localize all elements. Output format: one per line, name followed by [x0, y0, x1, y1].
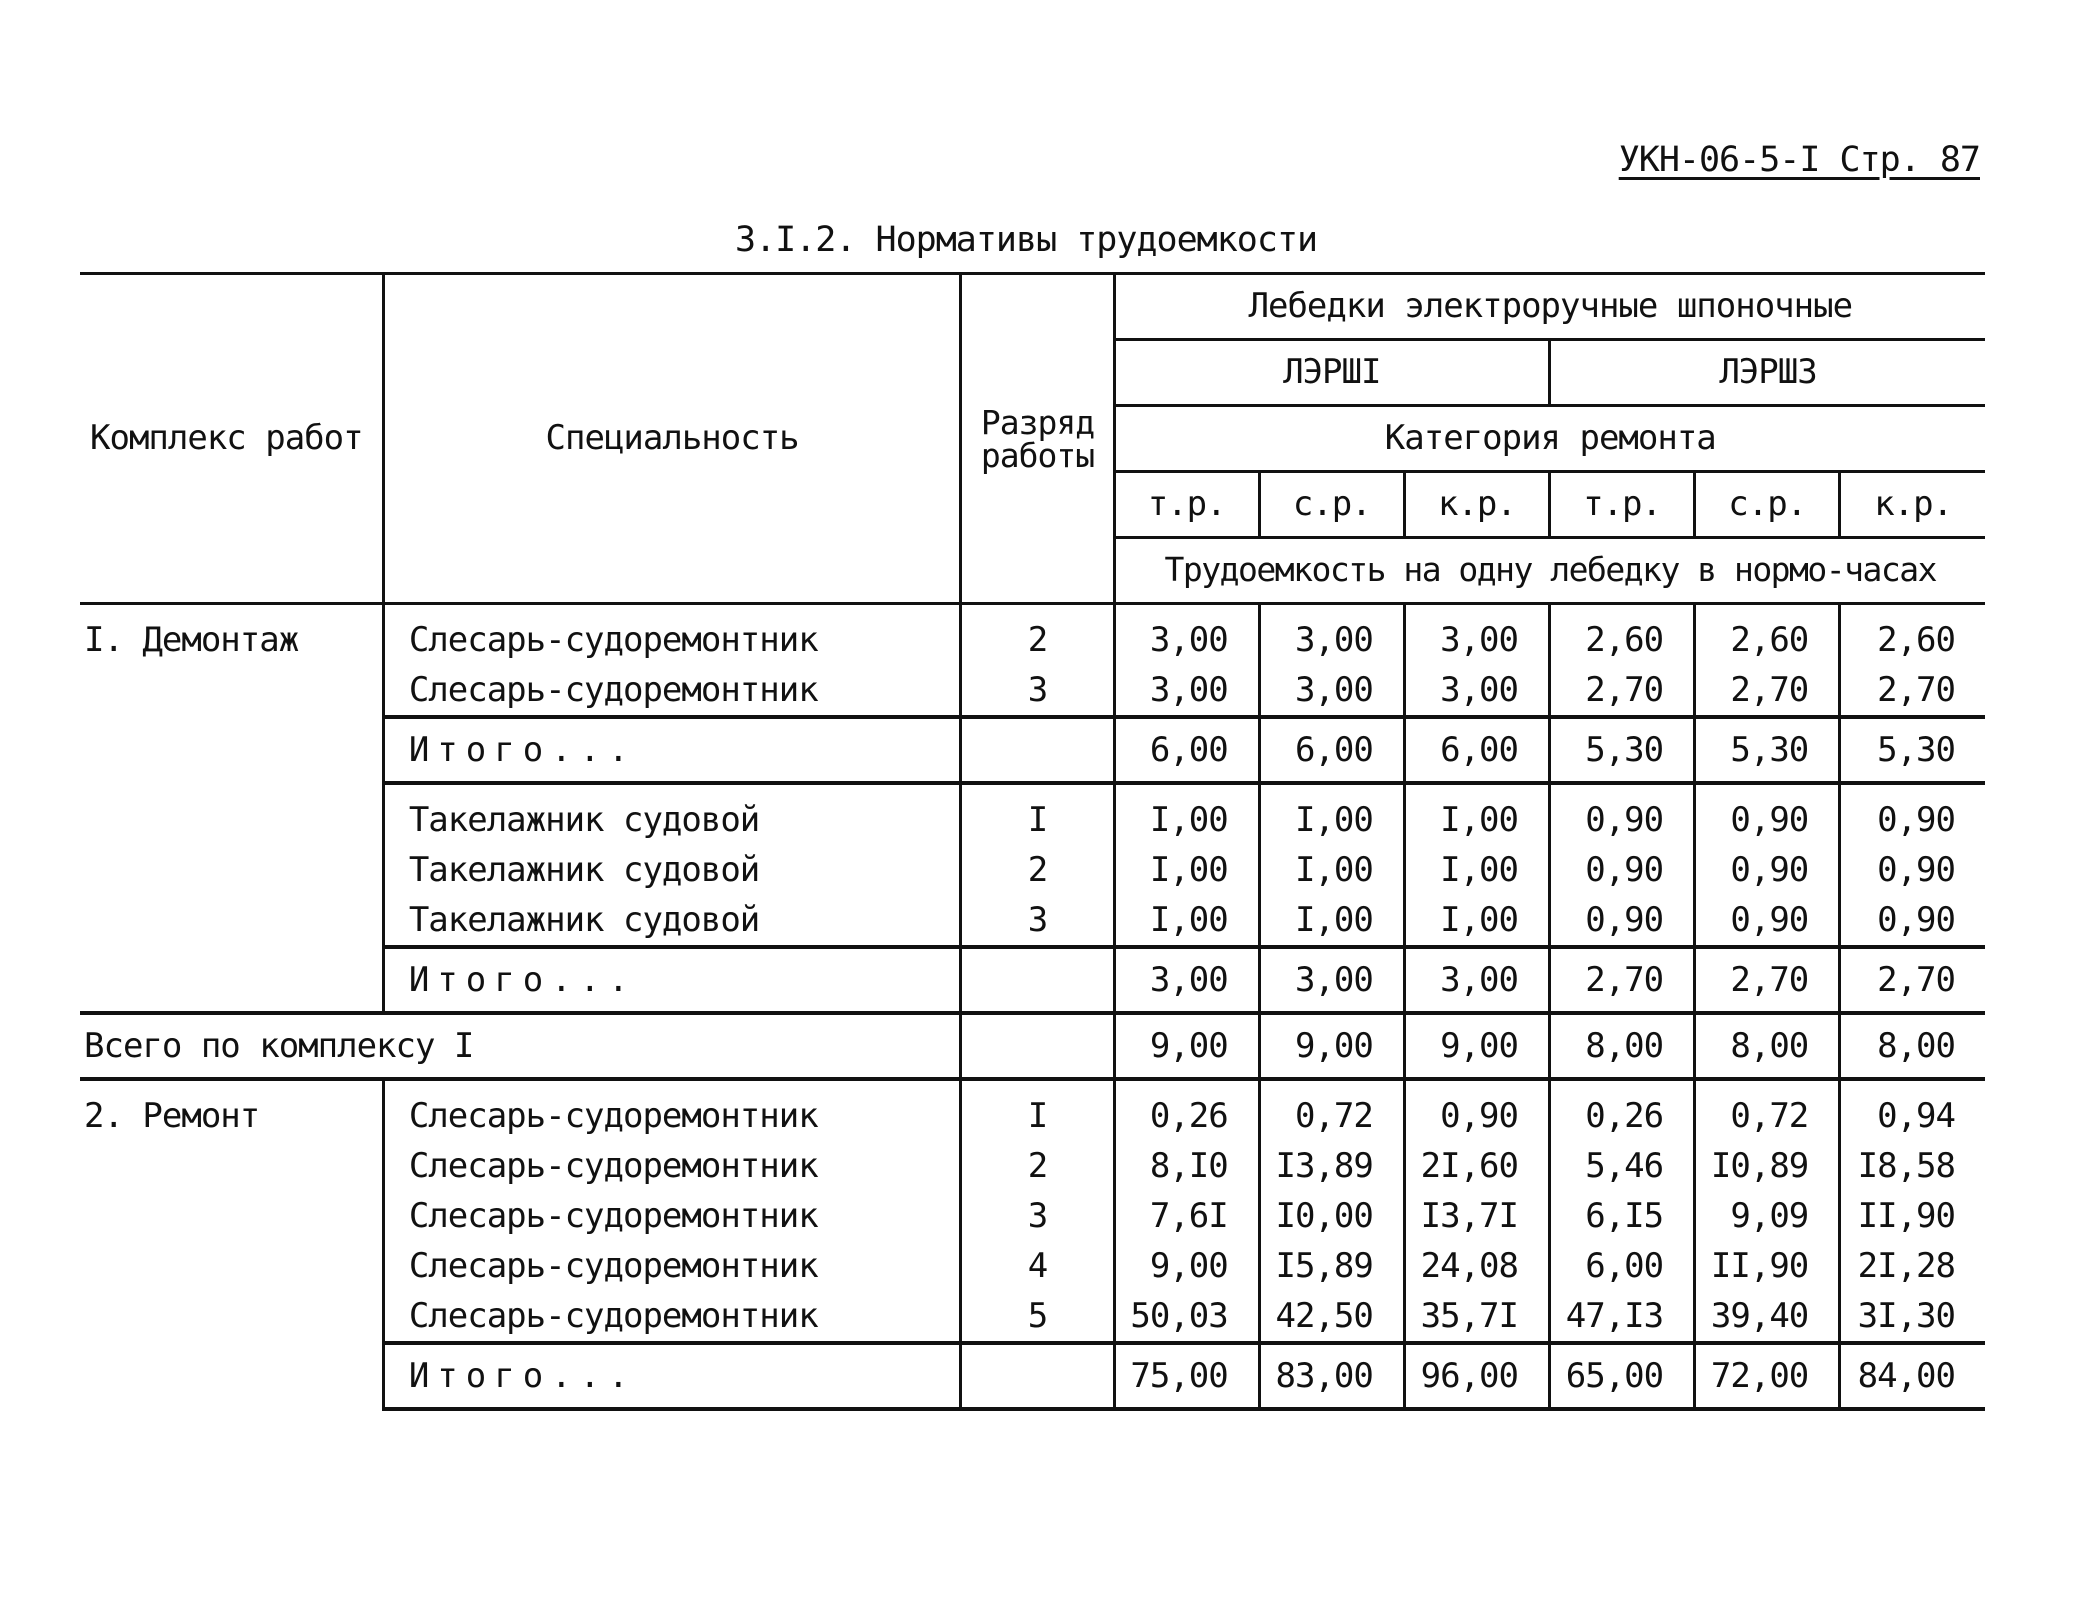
value-cell: І,00	[1114, 895, 1259, 947]
value-cell: 2,70	[1840, 947, 1985, 1013]
value-cell: 72,00	[1695, 1343, 1840, 1409]
subcolumn-header: т.р.	[1114, 472, 1259, 538]
value-cell: І,00	[1114, 783, 1259, 845]
value-cell: І,00	[1259, 783, 1404, 845]
section-total-label: Всего по комплексу І	[80, 1013, 961, 1079]
value-cell: 9,00	[1114, 1013, 1259, 1079]
value-cell: 2,70	[1695, 947, 1840, 1013]
column-header-specialty: Специальность	[383, 274, 961, 604]
value-cell: 9,09	[1695, 1191, 1840, 1241]
subcolumn-header: т.р.	[1549, 472, 1694, 538]
section-total-row	[80, 1013, 1985, 1079]
specialty-cell: Слесарь-судоремонтник	[383, 1079, 961, 1141]
header-row-group	[80, 274, 1985, 340]
value-cell: 3,00	[1404, 665, 1549, 717]
rank-cell	[961, 1013, 1114, 1079]
value-cell: 2,70	[1549, 947, 1694, 1013]
rank-cell: 3	[961, 895, 1114, 947]
value-cell: 65,00	[1549, 1343, 1694, 1409]
value-cell: 6,00	[1114, 717, 1259, 783]
value-cell: 84,00	[1840, 1343, 1985, 1409]
rank-cell: І	[961, 1079, 1114, 1141]
value-cell: 42,50	[1259, 1291, 1404, 1343]
value-cell: 75,00	[1114, 1343, 1259, 1409]
specialty-cell: Слесарь-судоремонтник	[383, 1241, 961, 1291]
value-cell: ІІ,90	[1695, 1241, 1840, 1291]
value-cell: 0,94	[1840, 1079, 1985, 1141]
value-cell: 2,60	[1840, 604, 1985, 666]
value-cell: 9,00	[1259, 1013, 1404, 1079]
specialty-cell: Слесарь-судоремонтник	[383, 1141, 961, 1191]
value-cell: 83,00	[1259, 1343, 1404, 1409]
model-header: ЛЭРШЗ	[1549, 340, 1985, 406]
value-cell: 0,72	[1259, 1079, 1404, 1141]
value-cell: 0,90	[1549, 895, 1694, 947]
value-cell: 2,60	[1695, 604, 1840, 666]
value-cell: І5,89	[1259, 1241, 1404, 1291]
rank-cell: 5	[961, 1291, 1114, 1343]
value-cell: 0,90	[1840, 895, 1985, 947]
table-row	[80, 1079, 1985, 1141]
specialty-cell: Итого...	[383, 947, 961, 1013]
value-cell: 2,70	[1549, 665, 1694, 717]
value-cell: 0,90	[1549, 783, 1694, 845]
value-cell: 0,90	[1840, 845, 1985, 895]
value-cell: 9,00	[1404, 1013, 1549, 1079]
specialty-cell: Итого...	[383, 1343, 961, 1409]
value-cell: І,00	[1114, 845, 1259, 895]
value-cell: 3,00	[1114, 947, 1259, 1013]
value-cell: 5,30	[1549, 717, 1694, 783]
rank-cell	[961, 947, 1114, 1013]
value-cell: 7,6І	[1114, 1191, 1259, 1241]
rank-cell: 2	[961, 1141, 1114, 1191]
model-header: ЛЭРШІ	[1114, 340, 1549, 406]
value-cell: 3,00	[1259, 665, 1404, 717]
specialty-cell: Слесарь-судоремонтник	[383, 1191, 961, 1241]
complex-cell: 2. Ремонт	[80, 1079, 383, 1409]
value-cell: 47,І3	[1549, 1291, 1694, 1343]
document-title: 3.І.2. Нормативы трудоемкости	[735, 220, 1318, 260]
value-cell: 2,60	[1549, 604, 1694, 666]
specialty-cell: Слесарь-судоремонтник	[383, 665, 961, 717]
rank-cell: 3	[961, 665, 1114, 717]
value-cell: 3,00	[1114, 604, 1259, 666]
value-cell: 0,26	[1549, 1079, 1694, 1141]
value-cell: 3,00	[1404, 604, 1549, 666]
specialty-cell: Такелажник судовой	[383, 895, 961, 947]
value-cell: 39,40	[1695, 1291, 1840, 1343]
value-cell: 24,08	[1404, 1241, 1549, 1291]
value-cell: І,00	[1259, 845, 1404, 895]
column-header-complex: Комплекс работ	[80, 274, 383, 604]
value-cell: І,00	[1259, 895, 1404, 947]
value-cell: 96,00	[1404, 1343, 1549, 1409]
value-cell: ІІ,90	[1840, 1191, 1985, 1241]
specialty-cell: Итого...	[383, 717, 961, 783]
value-cell: 0,90	[1695, 895, 1840, 947]
rank-cell: 4	[961, 1241, 1114, 1291]
value-cell: 0,90	[1695, 783, 1840, 845]
value-cell: 50,03	[1114, 1291, 1259, 1343]
value-cell: 5,30	[1840, 717, 1985, 783]
specialty-cell: Слесарь-судоремонтник	[383, 1291, 961, 1343]
value-cell: І8,58	[1840, 1141, 1985, 1191]
page-reference: УКН-06-5-І Стр. 87	[1618, 140, 1980, 180]
value-cell: І,00	[1404, 895, 1549, 947]
value-cell: 3,00	[1114, 665, 1259, 717]
unit-caption: Трудоемкость на одну лебедку в нормо-часах	[1114, 538, 1985, 604]
value-cell: 35,7І	[1404, 1291, 1549, 1343]
value-cell: 0,90	[1695, 845, 1840, 895]
value-cell: 0,26	[1114, 1079, 1259, 1141]
rank-cell: 2	[961, 845, 1114, 895]
value-cell: 3,00	[1259, 604, 1404, 666]
value-cell: 0,72	[1695, 1079, 1840, 1141]
column-group-header: Лебедки электроручные шпоночные	[1114, 274, 1985, 340]
complex-cell: І. Демонтаж	[80, 604, 383, 1014]
value-cell: 2І,60	[1404, 1141, 1549, 1191]
category-header: Категория ремонта	[1114, 406, 1985, 472]
value-cell: І,00	[1404, 783, 1549, 845]
rank-cell	[961, 717, 1114, 783]
value-cell: І0,00	[1259, 1191, 1404, 1241]
specialty-cell: Такелажник судовой	[383, 783, 961, 845]
value-cell: І3,89	[1259, 1141, 1404, 1191]
value-cell: 2,70	[1695, 665, 1840, 717]
value-cell: І0,89	[1695, 1141, 1840, 1191]
value-cell: 2І,28	[1840, 1241, 1985, 1291]
value-cell: 5,46	[1549, 1141, 1694, 1191]
value-cell: 6,І5	[1549, 1191, 1694, 1241]
value-cell: 8,00	[1840, 1013, 1985, 1079]
value-cell: 8,І0	[1114, 1141, 1259, 1191]
subcolumn-header: с.р.	[1259, 472, 1404, 538]
value-cell: 3,00	[1404, 947, 1549, 1013]
value-cell: 2,70	[1840, 665, 1985, 717]
specialty-cell: Такелажник судовой	[383, 845, 961, 895]
value-cell: 0,90	[1404, 1079, 1549, 1141]
value-cell: 3,00	[1259, 947, 1404, 1013]
value-cell: 0,90	[1549, 845, 1694, 895]
value-cell: 9,00	[1114, 1241, 1259, 1291]
value-cell: 0,90	[1840, 783, 1985, 845]
value-cell: 6,00	[1259, 717, 1404, 783]
specialty-cell: Слесарь-судоремонтник	[383, 604, 961, 666]
value-cell: 8,00	[1695, 1013, 1840, 1079]
subcolumn-header: к.р.	[1840, 472, 1985, 538]
rank-cell: І	[961, 783, 1114, 845]
rank-cell: 3	[961, 1191, 1114, 1241]
value-cell: 5,30	[1695, 717, 1840, 783]
value-cell: 6,00	[1549, 1241, 1694, 1291]
value-cell: І3,7І	[1404, 1191, 1549, 1241]
value-cell: 8,00	[1549, 1013, 1694, 1079]
subcolumn-header: к.р.	[1404, 472, 1549, 538]
table-row	[80, 604, 1985, 666]
column-header-rank: Разряд работы	[961, 274, 1114, 604]
subcolumn-header: с.р.	[1695, 472, 1840, 538]
value-cell: 6,00	[1404, 717, 1549, 783]
value-cell: 3І,30	[1840, 1291, 1985, 1343]
rank-cell	[961, 1343, 1114, 1409]
labor-norms-table	[80, 272, 1985, 1411]
rank-cell: 2	[961, 604, 1114, 666]
value-cell: І,00	[1404, 845, 1549, 895]
